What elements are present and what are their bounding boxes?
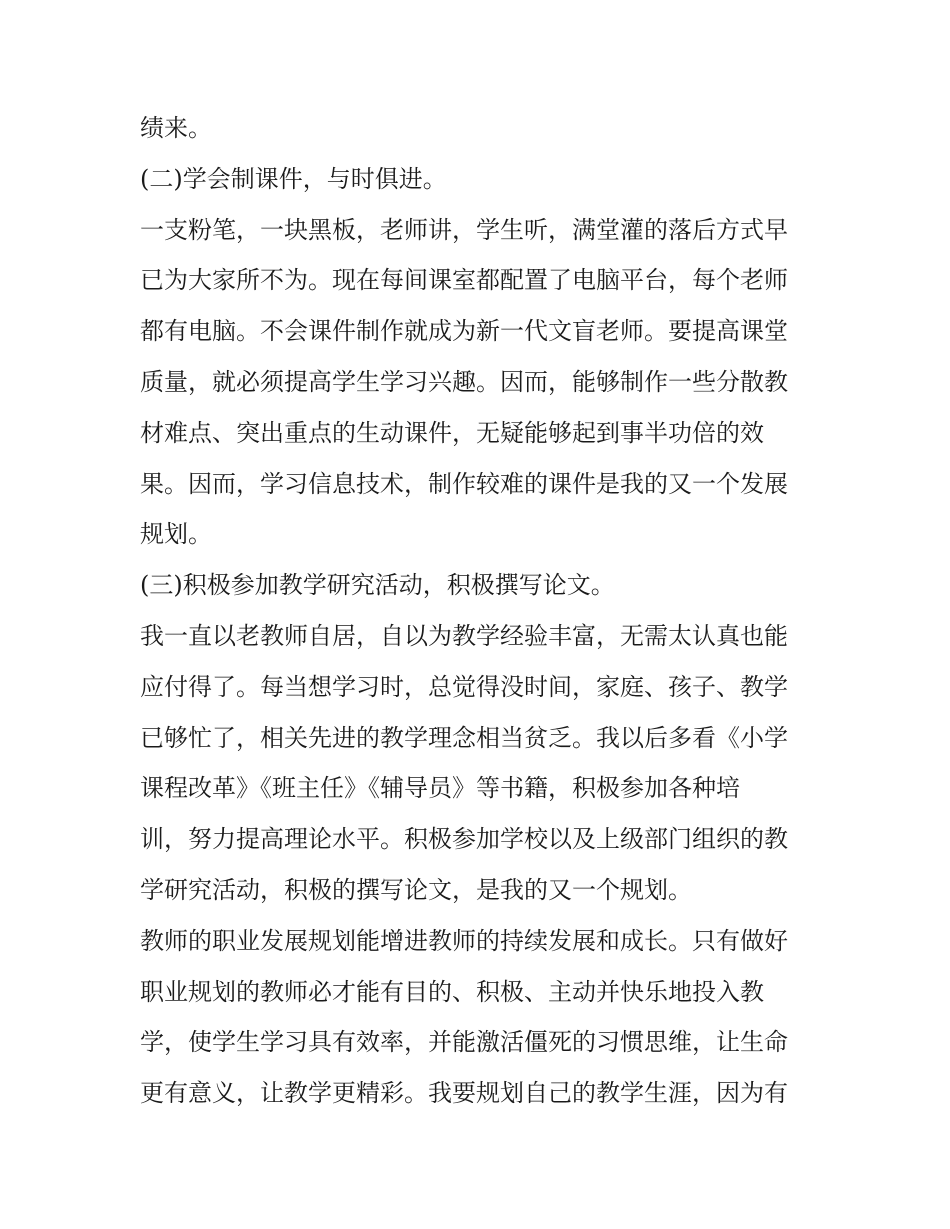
- text-line: 教师的职业发展规划能增进教师的持续发展和成长。只有做好: [140, 926, 788, 955]
- text-line: 课程改革》《班主任》《辅导员》等书籍，积极参加各种培: [140, 774, 740, 803]
- text-line: 职业规划的教师必才能有目的、积极、主动并快乐地投入教: [140, 977, 764, 1006]
- text-line: 更有意义，让教学更精彩。我要规划自己的教学生涯，因为有: [140, 1079, 788, 1108]
- text-line: 已为大家所不为。现在每间课室都配置了电脑平台，每个老师: [140, 266, 788, 295]
- text-line: 质量，就必须提高学生学习兴趣。因而，能够制作一些分散教: [140, 367, 788, 396]
- text-line: 我一直以老教师自居，自以为教学经验丰富，无需太认真也能: [140, 621, 788, 650]
- text-line: 应付得了。每当想学习时，总觉得没时间，家庭、孩子、教学: [140, 672, 788, 701]
- text-line: 规划。: [140, 520, 212, 549]
- text-line: 都有电脑。不会课件制作就成为新一代文盲老师。要提高课堂: [140, 317, 788, 346]
- text-line: 绩来。: [140, 114, 212, 142]
- section-heading-2: (二)学会制课件，与时俱进。: [140, 164, 447, 193]
- text-line: 训，努力提高理论水平。积极参加学校以及上级部门组织的教: [140, 825, 788, 854]
- text-line: 学，使学生学习具有效率，并能激活僵死的习惯思维，让生命: [140, 1028, 788, 1057]
- section-heading-3: (三)积极参加教学研究活动，积极撰写论文。: [140, 571, 615, 600]
- text-line: 已够忙了，相关先进的教学理念相当贫乏。我以后多看《小学: [140, 723, 788, 752]
- text-line: 果。因而，学习信息技术，制作较难的课件是我的又一个发展: [140, 469, 788, 498]
- text-line: 材难点、突出重点的生动课件，无疑能够起到事半功倍的效: [140, 418, 764, 447]
- text-line: 一支粉笔，一块黑板，老师讲，学生听，满堂灌的落后方式早: [140, 215, 788, 244]
- body-text: [140, 103, 820, 1119]
- text-line: 学研究活动，积极的撰写论文，是我的又一个规划。: [140, 875, 692, 904]
